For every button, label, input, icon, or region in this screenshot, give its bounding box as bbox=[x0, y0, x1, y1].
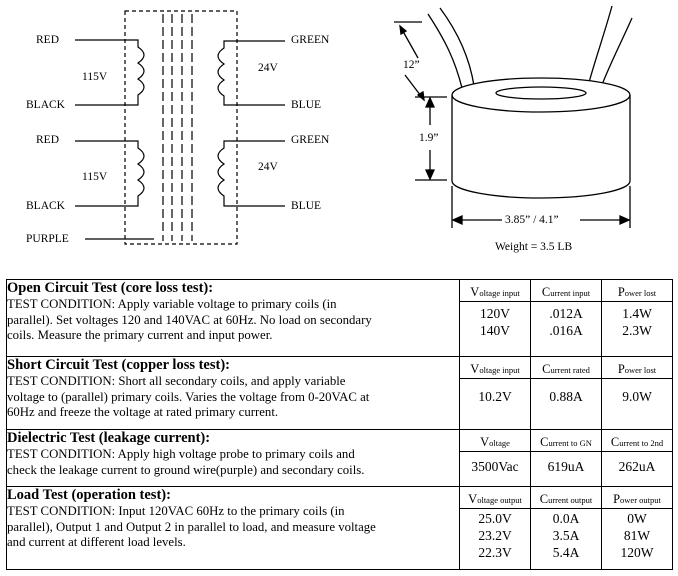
test-condition-line: TEST CONDITION: Apply variable voltage to primary coils (in bbox=[7, 297, 337, 311]
value: 3.5A bbox=[552, 528, 580, 543]
value: 9.0W bbox=[622, 389, 652, 404]
value: 0.0A bbox=[552, 511, 580, 526]
secondary-top-voltage-label: 24V bbox=[258, 62, 278, 74]
value: .012A bbox=[549, 306, 583, 321]
value-cell bbox=[460, 357, 531, 430]
secondary-top-green-label: GREEN bbox=[291, 34, 330, 46]
lead-wire bbox=[428, 14, 462, 88]
test-description bbox=[7, 430, 460, 487]
diameter-label: 3.85” / 4.1” bbox=[505, 214, 559, 226]
value: 10.2V bbox=[478, 389, 512, 404]
value-cell bbox=[602, 280, 673, 357]
value: 81W bbox=[623, 528, 651, 543]
test-description bbox=[7, 280, 460, 357]
test-title: Dielectric Test (leakage current): bbox=[7, 430, 211, 446]
test-condition-line: coils. Measure the primary current and input power. bbox=[7, 328, 273, 342]
test-condition-line: 60Hz and freeze the voltage at rated primary current. bbox=[7, 405, 279, 419]
test-description bbox=[7, 487, 460, 570]
column-header: Current to 2nd bbox=[602, 430, 672, 452]
lead-length-label: 12” bbox=[403, 59, 420, 71]
value: 140V bbox=[480, 323, 510, 338]
test-condition-line: and current at different load levels. bbox=[7, 535, 186, 549]
column-header: Voltage output bbox=[460, 487, 530, 509]
test-row-open-circuit bbox=[7, 280, 673, 357]
column-header: Current rated bbox=[531, 357, 601, 379]
column-header: Power lost bbox=[602, 280, 672, 302]
value: 1.4W bbox=[622, 306, 652, 321]
test-condition-line: TEST CONDITION: Short all secondary coils, and apply variable bbox=[7, 374, 346, 388]
toroid-top-rim bbox=[452, 78, 630, 112]
value: 22.3V bbox=[478, 545, 512, 560]
value-cell bbox=[531, 357, 602, 430]
value-cell bbox=[531, 280, 602, 357]
test-condition-line: check the leakage current to ground wire(purple) and secondary coils. bbox=[7, 462, 365, 477]
test-condition-line: TEST CONDITION: Input 120VAC 60Hz to the primary coils (in bbox=[7, 504, 345, 518]
primary-top-red-label: RED bbox=[36, 34, 59, 46]
column-header: Power output bbox=[602, 487, 672, 509]
column-header: Power lost bbox=[602, 357, 672, 379]
column-header: Current output bbox=[531, 487, 601, 509]
value: 0W bbox=[627, 511, 647, 526]
test-title: Open Circuit Test (core loss test): bbox=[7, 280, 214, 296]
value: 25.0V bbox=[478, 511, 512, 526]
weight-label: Weight = 3.5 LB bbox=[495, 241, 573, 253]
value: 2.3W bbox=[622, 323, 652, 338]
test-title: Load Test (operation test): bbox=[7, 487, 171, 503]
test-results-table bbox=[6, 279, 673, 570]
value-cell bbox=[460, 487, 531, 570]
value: 120W bbox=[620, 545, 654, 560]
value: 619uA bbox=[547, 459, 585, 474]
value: 120V bbox=[480, 306, 510, 321]
value: 3500Vac bbox=[471, 459, 519, 474]
test-condition-line: voltage to (parallel) primary coils. Varies the voltage from 0-20VAC at bbox=[7, 389, 370, 404]
value-cell bbox=[531, 487, 602, 570]
column-header: Voltage input bbox=[460, 280, 530, 302]
primary-bottom-black-label: BLACK bbox=[26, 200, 65, 212]
primary-top-voltage-label: 115V bbox=[82, 71, 108, 83]
column-header: Current input bbox=[531, 280, 601, 302]
primary-top-black-label: BLACK bbox=[26, 99, 65, 111]
value: 23.2V bbox=[478, 528, 512, 543]
value: 262uA bbox=[618, 459, 656, 474]
secondary-top-blue-label: BLUE bbox=[291, 99, 322, 111]
toroid-drawing bbox=[0, 0, 678, 276]
test-condition-line: parallel). Set voltages 120 and 140VAC at 60Hz. No load on secondary bbox=[7, 312, 372, 327]
value-cell bbox=[460, 280, 531, 357]
primary-bottom-voltage-label: 115V bbox=[82, 171, 108, 183]
lead-wire bbox=[440, 8, 474, 86]
value-cell bbox=[602, 430, 673, 487]
test-row-load bbox=[7, 487, 673, 570]
value-cell bbox=[460, 430, 531, 487]
test-row-short-circuit bbox=[7, 357, 673, 430]
ground-wire-label: PURPLE bbox=[26, 233, 69, 245]
test-condition-line: parallel), Output 1 and Output 2 in parallel to load, and measure voltage bbox=[7, 519, 376, 534]
secondary-bottom-green-label: GREEN bbox=[291, 134, 330, 146]
value: 0.88A bbox=[549, 389, 583, 404]
primary-bottom-red-label: RED bbox=[36, 134, 59, 146]
value: 5.4A bbox=[552, 545, 580, 560]
test-title: Short Circuit Test (copper loss test): bbox=[7, 357, 230, 373]
column-header: Current to GN bbox=[531, 430, 601, 452]
column-header: Voltage bbox=[460, 430, 530, 452]
height-label: 1.9” bbox=[419, 132, 439, 144]
value: .016A bbox=[549, 323, 583, 338]
test-description bbox=[7, 357, 460, 430]
value-cell bbox=[602, 487, 673, 570]
test-condition-line: TEST CONDITION: Apply high voltage probe to primary coils and bbox=[7, 447, 355, 461]
test-row-dielectric bbox=[7, 430, 673, 487]
column-header: Voltage input bbox=[460, 357, 530, 379]
value-cell bbox=[602, 357, 673, 430]
value-cell bbox=[531, 430, 602, 487]
secondary-bottom-voltage-label: 24V bbox=[258, 161, 278, 173]
secondary-bottom-blue-label: BLUE bbox=[291, 200, 322, 212]
lead-wire bbox=[588, 6, 612, 86]
